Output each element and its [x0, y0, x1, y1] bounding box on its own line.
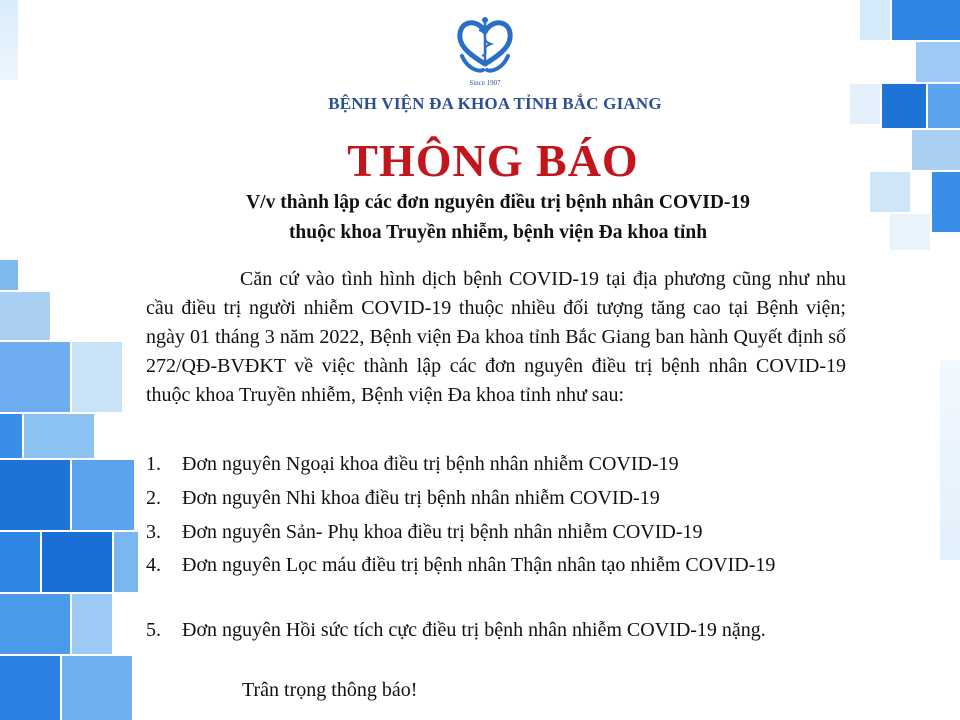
subject-line-1: V/v thành lập các đơn nguyên điều trị bệnh nhân COVID-19: [246, 192, 750, 213]
hospital-logo-icon: [452, 12, 518, 92]
list-item-text: Đơn nguyên Ngoại khoa điều trị bệnh nhân nhiễm COVID-19: [182, 453, 679, 475]
hospital-name: BỆNH VIỆN ĐA KHOA TỈNH BẮC GIANG: [328, 94, 662, 113]
list-item-number: 1.: [146, 453, 161, 475]
subject-line-2: thuộc khoa Truyền nhiễm, bệnh viện Đa khoa tỉnh: [288, 222, 708, 243]
list-item-text: Đơn nguyên Hồi sức tích cực điều trị bệnh nhân nhiễm COVID-19 nặng.: [182, 619, 766, 641]
notice-title: THÔNG BÁO: [347, 135, 639, 186]
svg-text:Since 1907: Since 1907: [469, 79, 501, 87]
list-item-number: 4.: [146, 554, 161, 576]
closing-line: Trân trọng thông báo!: [242, 679, 418, 701]
list-item-text: Đơn nguyên Nhi khoa điều trị bệnh nhân nhiễm COVID-19: [182, 487, 660, 509]
list-item-number: 5.: [146, 619, 161, 641]
body-paragraph: Căn cứ vào tình hình dịch bệnh COVID-19 tại địa phương cũng như nhu cầu điều trị người nhiễm COVID-19 thuộc nhiều đối tượng tăng cao tại Bệnh viện; ngày 01 tháng 3 năm 2022, Bệnh viện Đa khoa tỉnh Bắc Giang ban hành Quyết định số 272/QĐ-BVĐKT về việc thành lập các đơn nguyên điều trị bệnh nhân COVID-19 thuộc khoa Truyền nhiễm, Bệnh viện Đa khoa tỉnh như sau:: [146, 268, 846, 406]
list-item-text: Đơn nguyên Lọc máu điều trị bệnh nhân Thận nhân tạo nhiễm COVID-19: [182, 554, 776, 576]
list-item-number: 3.: [146, 521, 161, 543]
list-item-number: 2.: [146, 487, 161, 509]
list-item-text: Đơn nguyên Sản- Phụ khoa điều trị bệnh nhân nhiễm COVID-19: [182, 521, 703, 543]
